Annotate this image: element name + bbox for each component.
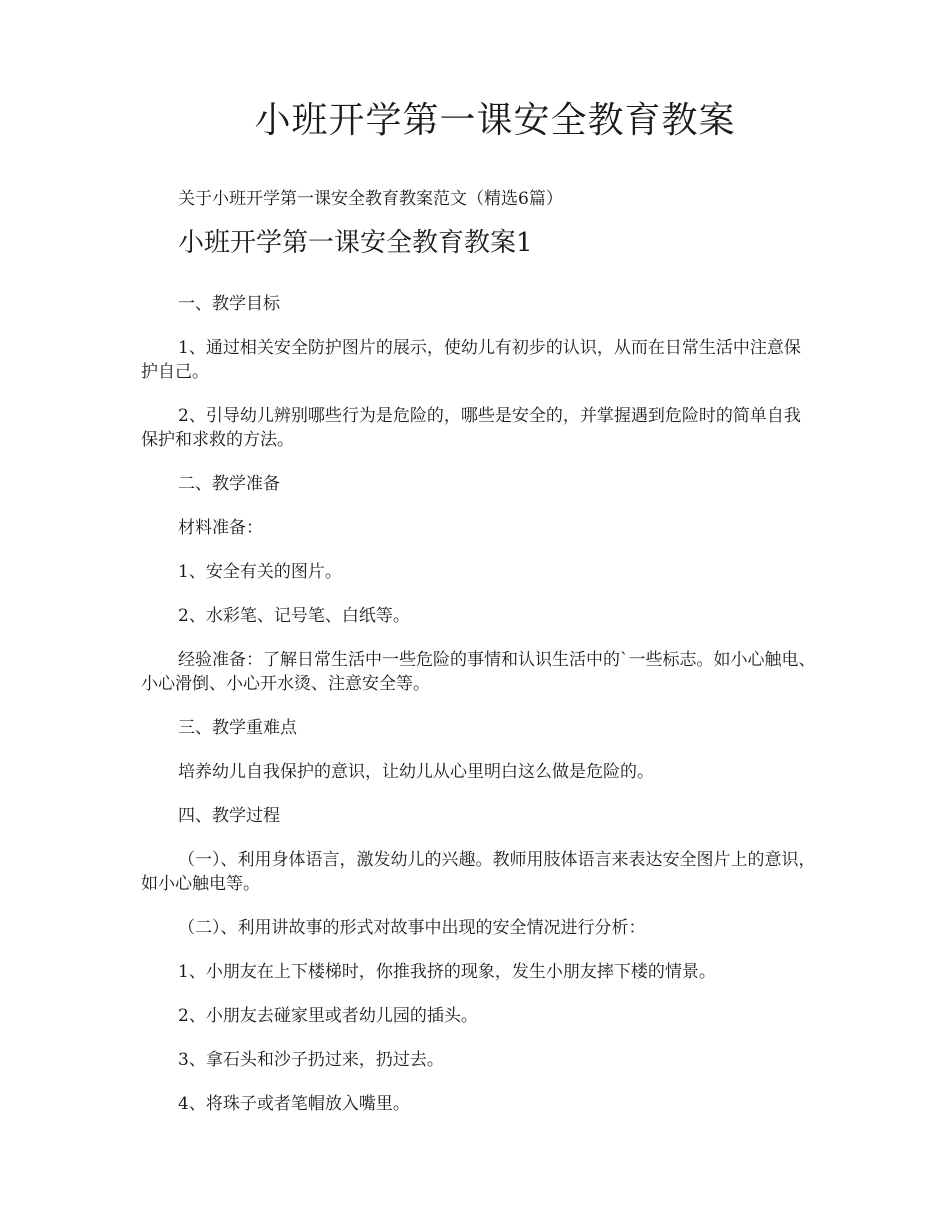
heading-key-points: 三、教学重难点 [178, 718, 297, 738]
heading-teaching-process: 四、教学过程 [178, 806, 280, 826]
document-body [141, 292, 817, 1136]
paragraph-prep-item-1: 1、安全有关的图片。 [178, 562, 342, 582]
paragraph-story-item-3: 3、拿石头和沙子扔过来，扔过去。 [178, 1050, 444, 1070]
section-title: 小班开学第一课安全教育教案1 [178, 228, 533, 258]
heading-teaching-goals: 一、教学目标 [178, 294, 280, 314]
paragraph-story-item-2: 2、小朋友去碰家里或者幼儿园的插头。 [178, 1006, 478, 1026]
heading-teaching-preparation: 二、教学准备 [178, 474, 280, 494]
paragraph-key-points: 培养幼儿自我保护的意识，让幼儿从心里明白这么做是危险的。 [178, 762, 654, 782]
paragraph-story-item-1: 1、小朋友在上下楼梯时，你推我挤的现象，发生小朋友摔下楼的情景。 [178, 962, 716, 982]
paragraph-story-item-4: 4、将珠子或者笔帽放入嘴里。 [178, 1094, 410, 1114]
document-title: 小班开学第一课安全教育教案 [254, 100, 736, 141]
paragraph-process-1: （一）、利用身体语言，激发幼儿的兴趣。教师用肢体语言来表达安全图片上的意识，如小心触电等。 [141, 850, 816, 894]
paragraph-material-prep: 材料准备： [178, 518, 263, 538]
paragraph-process-2: （二）、利用讲故事的形式对故事中出现的安全情况进行分析： [178, 918, 646, 938]
document-intro: 关于小班开学第一课安全教育教案范文（精选6篇） [178, 189, 563, 209]
paragraph-goal-1: 1、通过相关安全防护图片的展示，使幼儿有初步的认识，从而在日常生活中注意保护自己。 [141, 338, 801, 382]
paragraph-experience-prep: 经验准备：了解日常生活中一些危险的事情和认识生活中的`一些标志。如小心触电、小心滑倒、小心开水烫、注意安全等。 [141, 650, 816, 694]
paragraph-prep-item-2: 2、水彩笔、记号笔、白纸等。 [178, 606, 410, 626]
paragraph-goal-2: 2、引导幼儿辨别哪些行为是危险的，哪些是安全的，并掌握遇到危险时的简单自我保护和求救的方法。 [141, 406, 801, 450]
